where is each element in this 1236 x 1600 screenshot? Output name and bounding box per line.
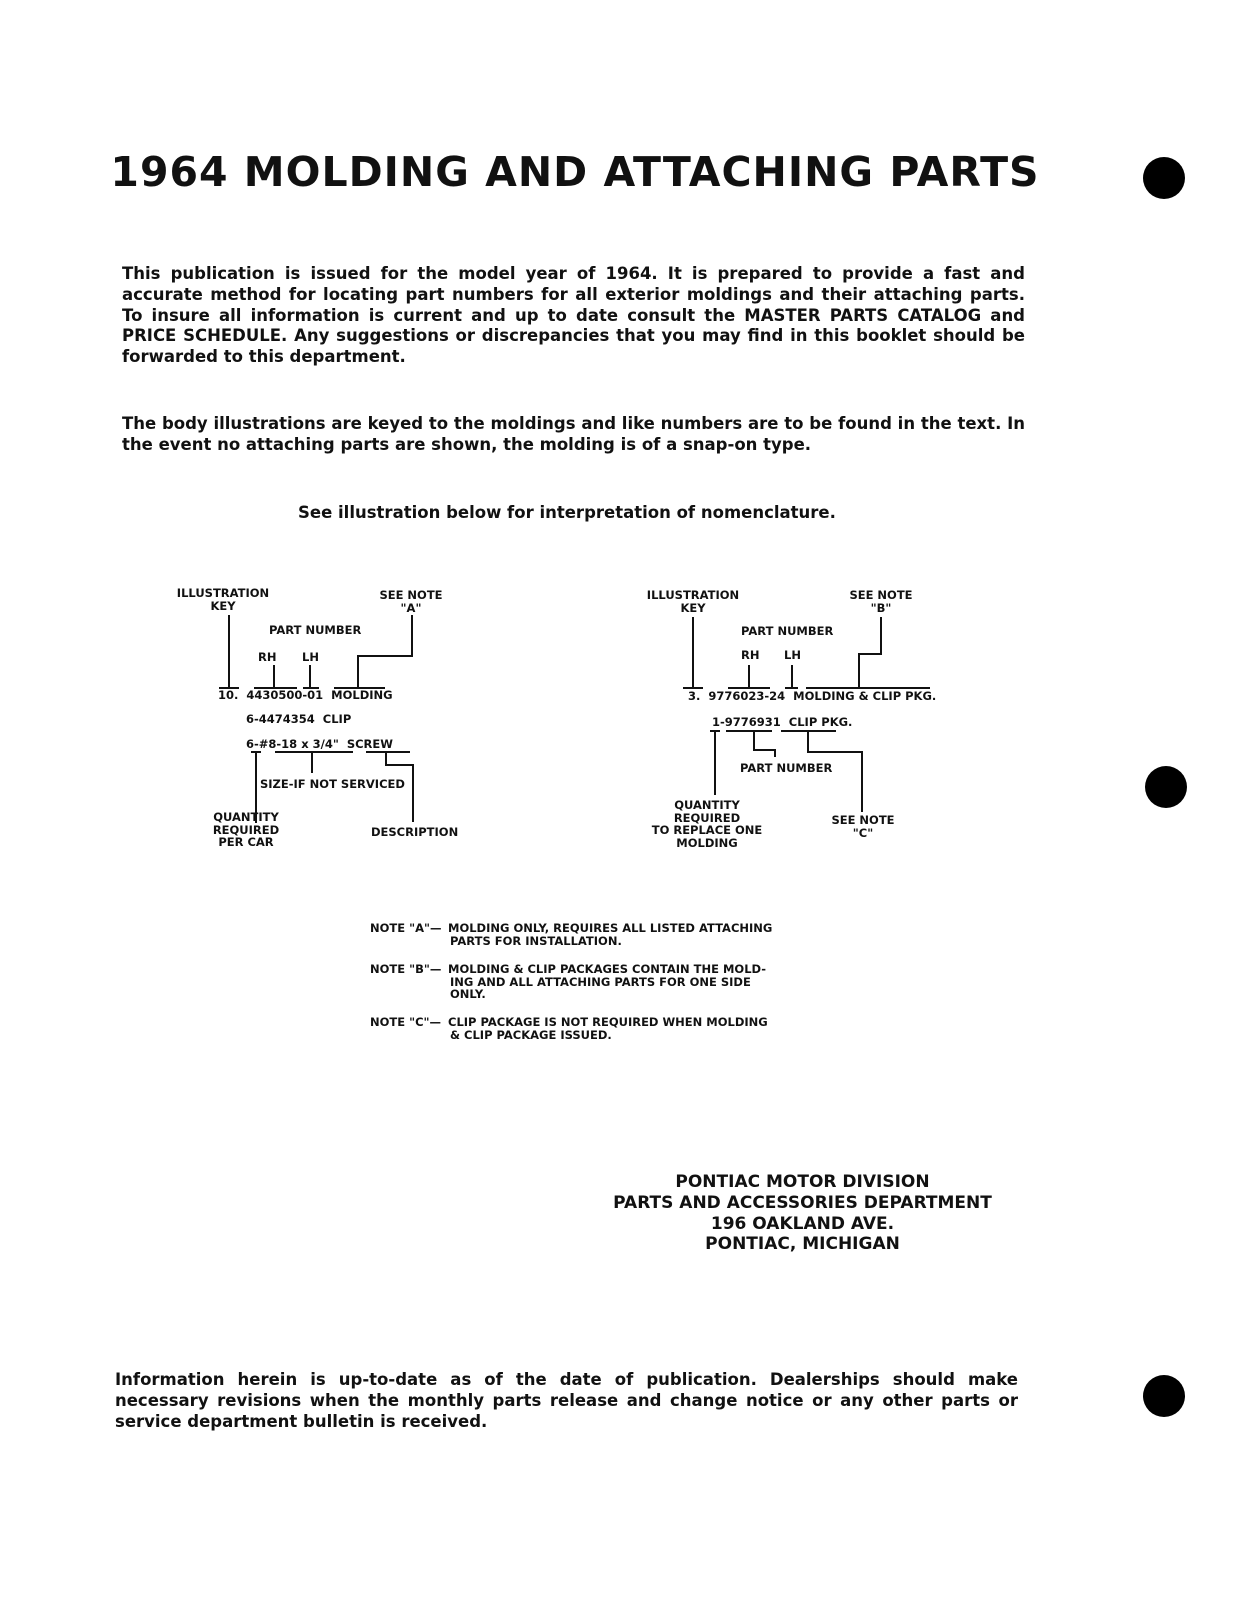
example-screw-line: 6-#8-18 x 3/4" SCREW: [246, 737, 393, 751]
note-text: MOLDING & CLIP PACKAGES CONTAIN THE MOLD-: [448, 962, 767, 976]
illustration-key-label: [645, 589, 741, 614]
page-title: 1964 MOLDING AND ATTACHING PARTS: [110, 148, 1040, 196]
label-line: REQUIRED: [673, 810, 741, 825]
label-line: QUANTITY: [674, 798, 740, 812]
example-clip-line: 6-4474354 CLIP: [246, 712, 352, 726]
address-line: PONTIAC, MICHIGAN: [705, 1234, 900, 1255]
label-line: SEE NOTE: [379, 588, 443, 602]
illustration-key-label: [175, 587, 271, 612]
rh-label: RH: [258, 650, 277, 664]
label-line: SEE NOTE: [831, 813, 895, 827]
footer-paragraph: Information herein is up-to-date as of the date of publication. Dealerships should make necessary revisions when the monthly parts release and change notice or any other parts or service department bulletin is received.: [115, 1370, 1018, 1431]
label-line: PER CAR: [218, 835, 274, 849]
note-b: [370, 963, 786, 1001]
binder-hole-icon: [1143, 157, 1185, 199]
intro-paragraph: This publication is issued for the model year of 1964. It is prepared to provide a fast and accurate method for locating part numbers for all exterior moldings and their attaching parts. To insure all information is current and up to date consult the MASTER PARTS CATALOG and PRICE SCHEDULE. Any suggestions or discrepancies that you may find in this booklet should be forwarded to this department.: [122, 264, 1025, 367]
part-number-label: PART NUMBER: [269, 623, 362, 637]
address-line: PONTIAC MOTOR DIVISION: [675, 1172, 930, 1192]
label-line: MOLDING: [676, 835, 738, 850]
note-label: NOTE "C"—: [370, 1015, 442, 1029]
label-line: ILLUSTRATION: [646, 588, 740, 602]
note-text: PARTS FOR INSTALLATION.: [450, 933, 622, 948]
size-note-label: SIZE-IF NOT SERVICED: [260, 777, 405, 791]
quantity-label: [642, 799, 772, 849]
note-c: [370, 1016, 786, 1041]
label-line: KEY: [210, 598, 236, 613]
label-line: KEY: [680, 600, 706, 615]
label-line: "C": [852, 825, 874, 840]
note-text: ING AND ALL ATTACHING PARTS FOR ONE SIDE: [450, 974, 751, 989]
binder-hole-icon: [1143, 1375, 1185, 1417]
note-text: CLIP PACKAGE IS NOT REQUIRED WHEN MOLDING: [448, 1015, 768, 1029]
label-line: "A": [400, 600, 422, 615]
label-line: REQUIRED: [212, 822, 280, 837]
note-label: NOTE "B"—: [370, 962, 442, 976]
note-text: MOLDING ONLY, REQUIRES ALL LISTED ATTACHING: [448, 921, 773, 935]
address-line: PARTS AND ACCESSORIES DEPARTMENT: [613, 1192, 992, 1213]
keying-paragraph: The body illustrations are keyed to the moldings and like numbers are to be found in the text. In the event no attaching parts are shown, the molding is of a snap-on type.: [122, 414, 1025, 454]
see-illustration-text: See illustration below for interpretation of nomenclature.: [298, 503, 836, 522]
see-note-a-label: [375, 589, 447, 614]
label-line: SEE NOTE: [849, 588, 913, 602]
note-text: & CLIP PACKAGE ISSUED.: [450, 1027, 612, 1042]
example-molding-clip-line: 3. 9776023-24 MOLDING & CLIP PKG.: [688, 689, 937, 703]
see-note-c-label: [827, 814, 899, 839]
see-note-b-label: [845, 589, 917, 614]
part-number-label-2: PART NUMBER: [740, 761, 833, 775]
example-molding-line: 10. 4430500-01 MOLDING: [218, 688, 393, 702]
lh-label: LH: [302, 650, 319, 664]
lh-label: LH: [784, 648, 801, 662]
label-line: "B": [870, 600, 892, 615]
rh-label: RH: [741, 648, 760, 662]
part-number-label: PART NUMBER: [741, 624, 834, 638]
note-a: [370, 922, 786, 947]
binder-hole-icon: [1145, 766, 1187, 808]
note-label: NOTE "A"—: [370, 921, 442, 935]
note-text: ONLY.: [450, 987, 486, 1001]
example-clip-pkg-line: 1-9776931 CLIP PKG.: [712, 715, 853, 729]
quantity-label: [200, 811, 292, 849]
address-line: 196 OAKLAND AVE.: [710, 1213, 895, 1234]
label-line: TO REPLACE ONE: [651, 823, 763, 837]
description-label: DESCRIPTION: [371, 825, 459, 839]
label-line: QUANTITY: [213, 810, 279, 824]
label-line: ILLUSTRATION: [176, 586, 270, 600]
publisher-address: [600, 1172, 1005, 1255]
